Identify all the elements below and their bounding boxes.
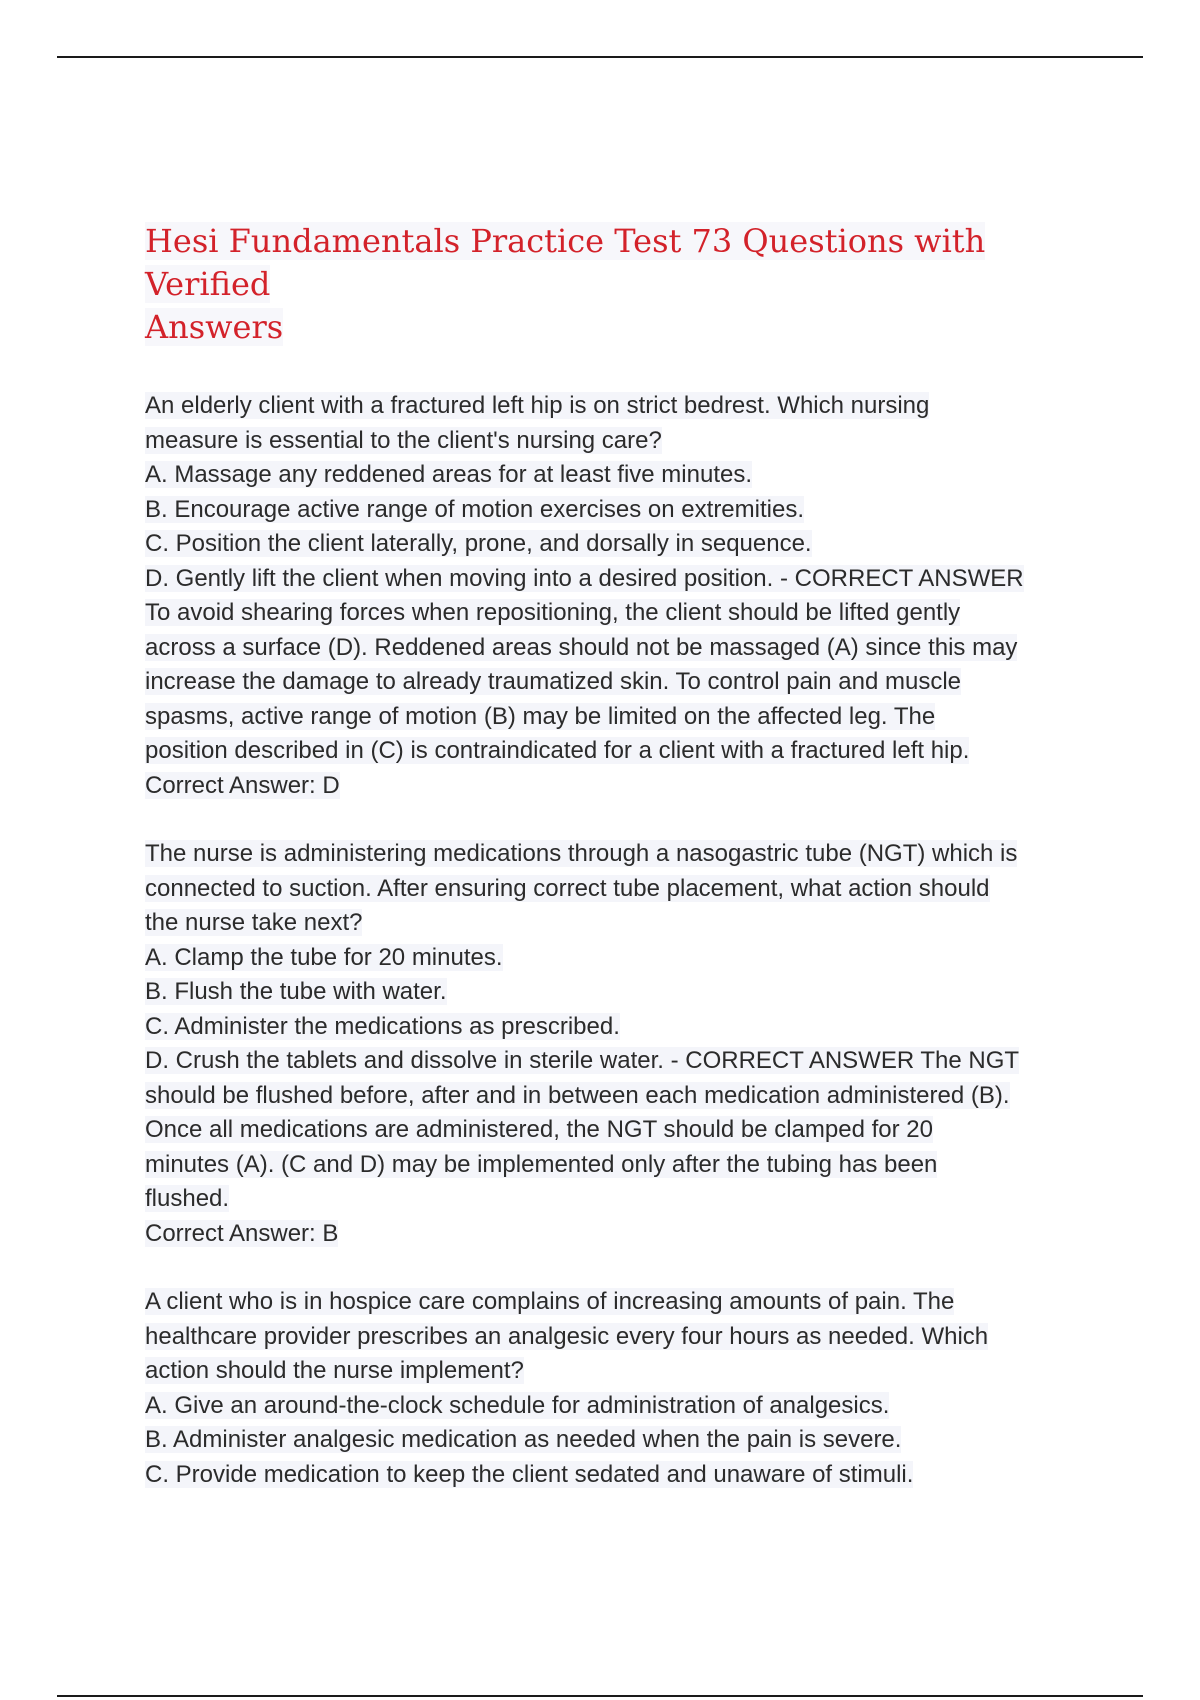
option-line: B. Flush the tube with water. bbox=[145, 978, 447, 1005]
question-line: healthcare provider prescribes an analgesic every four hours as needed. Which bbox=[145, 1322, 989, 1350]
title-line: Answers bbox=[145, 308, 284, 346]
rationale-line: spasms, active range of motion (B) may be limited on the affected leg. The bbox=[145, 702, 936, 730]
option-line: D. Crush the tablets and dissolve in sterile water. - CORRECT ANSWER The NGT bbox=[145, 1047, 1020, 1074]
rationale-line: should be flushed before, after and in between each medication administered (B). bbox=[145, 1081, 1010, 1109]
option-line: A. Massage any reddened areas for at least five minutes. bbox=[145, 461, 752, 488]
document-body bbox=[145, 220, 1085, 1526]
question-line: connected to suction. After ensuring correct tube placement, what action should bbox=[145, 874, 990, 902]
option-line: C. Provide medication to keep the client sedated and unaware of stimuli. bbox=[145, 1460, 914, 1488]
rationale-line: flushed. bbox=[145, 1185, 230, 1212]
rationale-line: Once all medications are administered, the NGT should be clamped for 20 bbox=[145, 1116, 933, 1143]
rationale-line: To avoid shearing forces when repositioning, the client should be lifted gently bbox=[145, 599, 961, 626]
question-line: action should the nurse implement? bbox=[145, 1357, 524, 1384]
option-line: A. Clamp the tube for 20 minutes. bbox=[145, 943, 503, 971]
option-line: B. Administer analgesic medication as needed when the pain is severe. bbox=[145, 1426, 902, 1453]
question-block-1 bbox=[145, 389, 1085, 803]
document-title bbox=[145, 220, 1085, 349]
option-line: A. Give an around-the-clock schedule for administration of analgesics. bbox=[145, 1391, 890, 1419]
rationale-line: minutes (A). (C and D) may be implemented only after the tubing has been bbox=[145, 1150, 938, 1178]
correct-answer-line: Correct Answer: B bbox=[145, 1219, 339, 1247]
rationale-line: increase the damage to already traumatized skin. To control pain and muscle bbox=[145, 668, 962, 695]
title-line: Hesi Fundamentals Practice Test 73 Questions with Verified bbox=[145, 222, 986, 303]
option-line: C. Administer the medications as prescribed. bbox=[145, 1012, 620, 1040]
question-block-3 bbox=[145, 1285, 1085, 1492]
question-line: An elderly client with a fractured left hip is on strict bedrest. Which nursing bbox=[145, 392, 930, 419]
rationale-line: position described in (C) is contraindicated for a client with a fractured left hip. bbox=[145, 737, 970, 764]
question-line: The nurse is administering medications through a nasogastric tube (NGT) which is bbox=[145, 840, 1018, 867]
question-line: A client who is in hospice care complains of increasing amounts of pain. The bbox=[145, 1288, 955, 1315]
header-rule bbox=[57, 56, 1143, 58]
option-line: D. Gently lift the client when moving into a desired position. - CORRECT ANSWER bbox=[145, 564, 1024, 592]
question-line: the nurse take next? bbox=[145, 909, 363, 936]
correct-answer-line: Correct Answer: D bbox=[145, 771, 340, 799]
question-block-2 bbox=[145, 837, 1085, 1251]
footer-rule bbox=[57, 1695, 1143, 1697]
rationale-line: across a surface (D). Reddened areas should not be massaged (A) since this may bbox=[145, 633, 1018, 661]
question-line: measure is essential to the client's nursing care? bbox=[145, 426, 662, 454]
option-line: B. Encourage active range of motion exercises on extremities. bbox=[145, 495, 804, 523]
option-line: C. Position the client laterally, prone, and dorsally in sequence. bbox=[145, 530, 812, 557]
